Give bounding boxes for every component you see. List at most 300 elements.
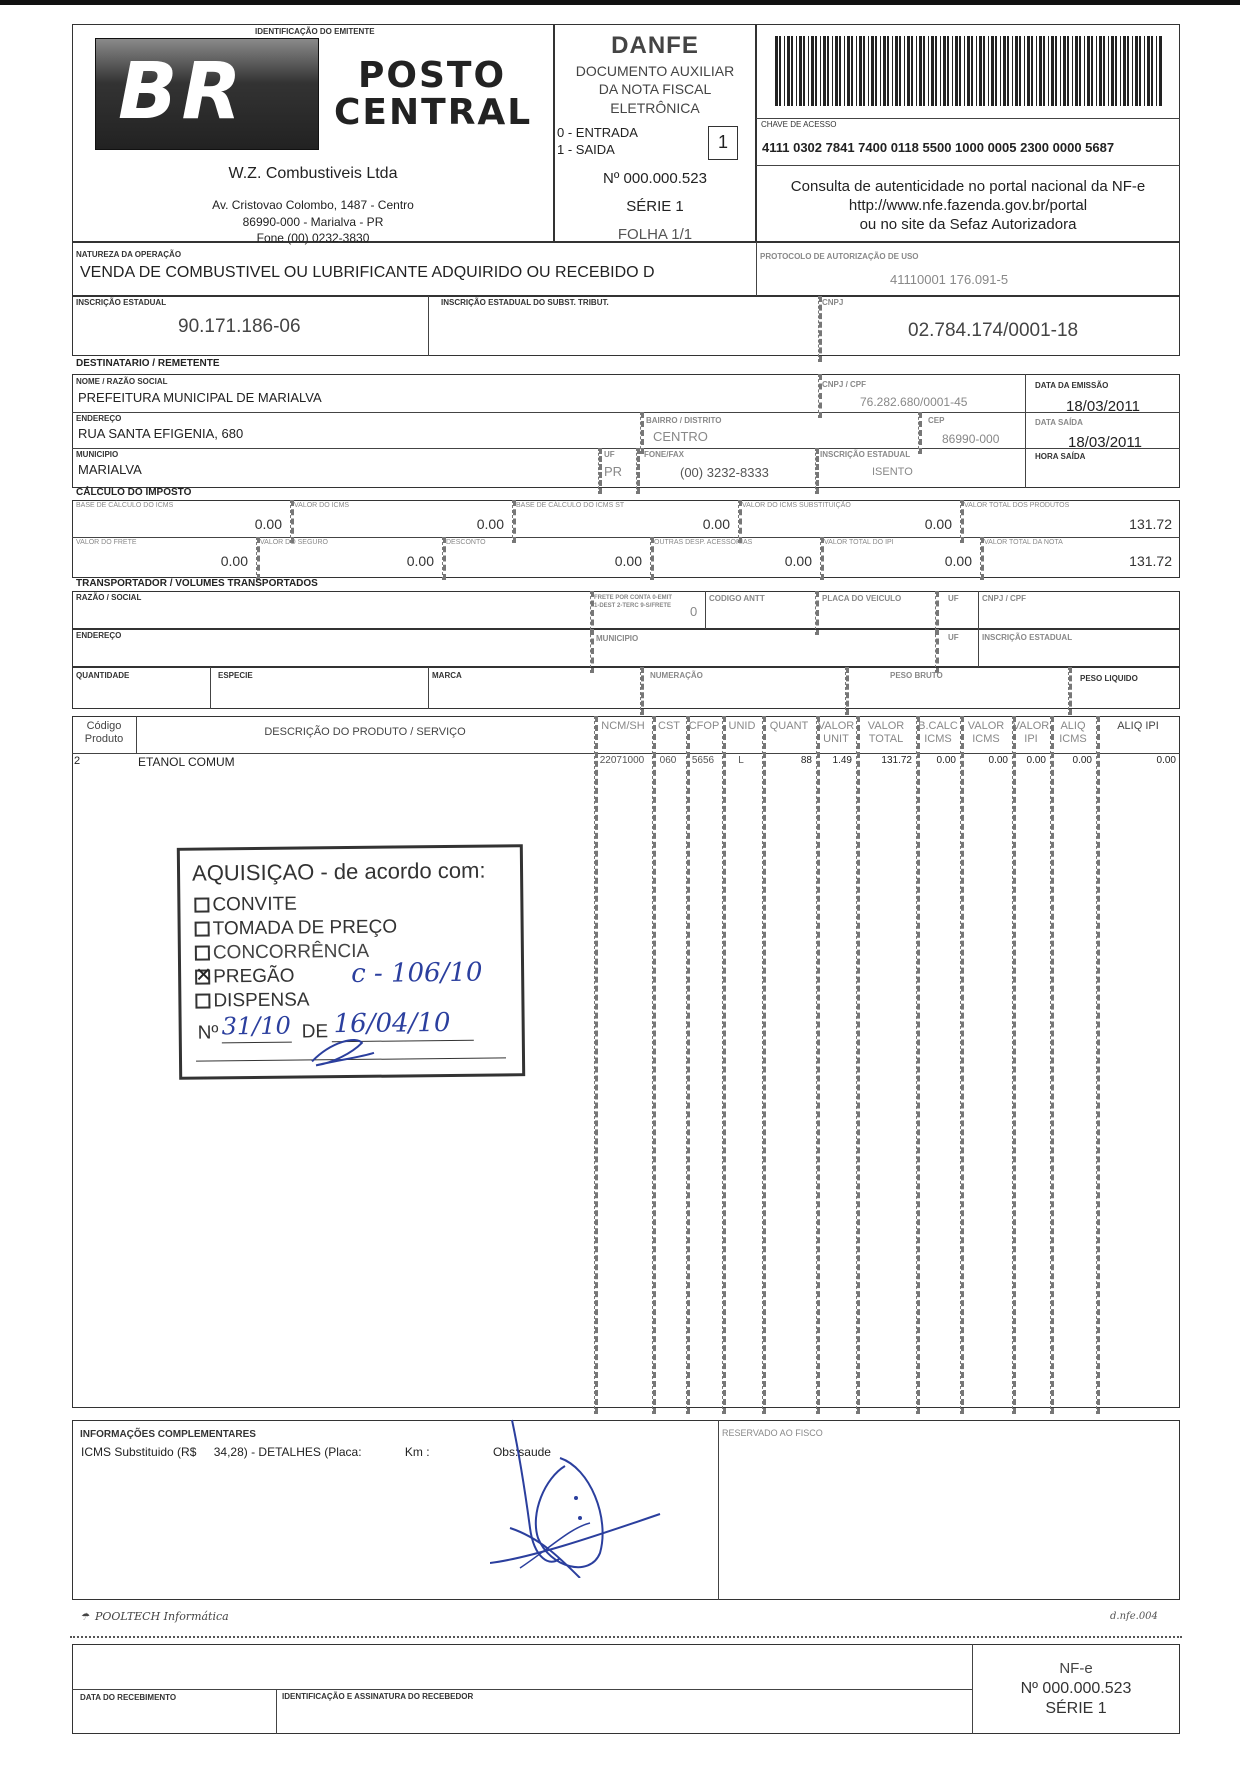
barcode-bar bbox=[1000, 36, 1001, 106]
dest-saida-label: DATA SAÍDA bbox=[1035, 418, 1083, 427]
dest-uf: PR bbox=[604, 464, 623, 479]
barcode-bar bbox=[827, 36, 829, 106]
transp-frete-value: 0 bbox=[690, 604, 698, 619]
checkbox-convite bbox=[194, 897, 209, 912]
dest-cep-label: CEP bbox=[928, 416, 945, 425]
software-icon: ☂ bbox=[80, 1612, 89, 1623]
info-text-d: Obs: bbox=[492, 1445, 519, 1459]
vol-v5 bbox=[1068, 667, 1072, 715]
barcode-bar bbox=[967, 36, 970, 106]
vol-especie-label: ESPECIE bbox=[218, 671, 253, 680]
produto-cell-vunit: 1.49 bbox=[832, 755, 852, 766]
vol-v2 bbox=[428, 667, 429, 709]
dest-cep: 86990-000 bbox=[942, 432, 1000, 446]
barcode-bar bbox=[875, 36, 877, 106]
barcode-bar bbox=[943, 36, 946, 106]
emitente-fone: Fone (00) 0232-3830 bbox=[256, 231, 370, 245]
consulta-line3: ou no site da Sefaz Autorizadora bbox=[859, 216, 1077, 233]
recebimento-label: DATA DO RECEBIMENTO bbox=[80, 1693, 177, 1702]
produto-cell-cfop: 5656 bbox=[691, 755, 715, 766]
barcode-bar bbox=[1063, 36, 1066, 106]
danfe-line1: DOCUMENTO AUXILIAR bbox=[575, 63, 735, 79]
produtos-header: B.CALC ICMS bbox=[918, 720, 958, 745]
vol-numeracao-label: NUMERAÇÃO bbox=[650, 671, 703, 680]
dest-fone: (00) 3232-8333 bbox=[680, 465, 769, 480]
imposto-label: VALOR DO ICMS bbox=[294, 502, 350, 509]
barcode-bar bbox=[1043, 36, 1045, 106]
natureza-divider bbox=[756, 242, 757, 296]
produtos-header: ALIQ ICMS bbox=[1059, 720, 1087, 745]
dest-cnpj-label: CNPJ / CPF bbox=[822, 380, 867, 389]
barcode-bar bbox=[1091, 36, 1093, 106]
barcode-bar bbox=[868, 36, 869, 106]
barcode-bar bbox=[1048, 36, 1049, 106]
transp-municipio-label: MUNICIPIO bbox=[596, 634, 639, 643]
natureza-value: VENDA DE COMBUSTIVEL OU LUBRIFICANTE ADQUIRIDO OU RECEBIDO D bbox=[80, 264, 655, 281]
barcode-bar bbox=[796, 36, 797, 106]
produtos-col-divider bbox=[686, 716, 690, 1414]
stamp-opt2-text: TOMADA DE PREÇO bbox=[212, 916, 398, 940]
dest-ie: ISENTO bbox=[872, 466, 913, 478]
stamp-opt3-text: CONCORRÊNCIA bbox=[212, 940, 370, 964]
produtos-col-divider bbox=[960, 716, 964, 1414]
danfe-saida: 1 - SAIDA bbox=[557, 142, 615, 157]
software-credit bbox=[80, 1610, 229, 1623]
dest-bairro-label: BAIRRO / DISTRITO bbox=[646, 416, 722, 425]
transp-placa-label: PLACA DO VEICULO bbox=[822, 594, 902, 603]
inscricao-divider-1 bbox=[428, 296, 429, 356]
info-text-b: 34,28) - DETALHES (Placa: bbox=[213, 1445, 362, 1459]
barcode-bar bbox=[895, 36, 898, 106]
stamp-initials-signature bbox=[302, 1031, 382, 1072]
barcode-bar bbox=[791, 36, 793, 106]
barcode-bar bbox=[907, 36, 910, 106]
produtos-header: NCM/SH bbox=[601, 720, 645, 732]
imposto-mid bbox=[72, 537, 1180, 538]
stamp-opt-pregao bbox=[195, 966, 295, 989]
checkbox-concorrencia bbox=[195, 945, 210, 960]
stamp-no-underline bbox=[222, 1042, 292, 1044]
barcode-bar bbox=[1079, 36, 1081, 106]
stamp-opt-concorrencia bbox=[195, 941, 369, 965]
stamp-no-value: 31/10 bbox=[221, 1011, 291, 1041]
produto-cell-vipi: 0.00 bbox=[1026, 755, 1046, 766]
barcode-bar bbox=[1099, 36, 1102, 106]
imposto-section: CÁLCULO DO IMPOSTO bbox=[76, 487, 192, 498]
dest-cnpj: 76.282.680/0001-45 bbox=[860, 395, 968, 409]
handwritten-signature bbox=[490, 1418, 670, 1578]
imposto-value: 0.00 bbox=[406, 553, 434, 569]
dest-nome-label: NOME / RAZÃO SOCIAL bbox=[76, 377, 168, 386]
transp-cnpj-label: CNPJ / CPF bbox=[982, 594, 1027, 603]
barcode-bar bbox=[1151, 36, 1153, 106]
barcode-bar bbox=[1003, 36, 1006, 106]
dest-nome: PREFEITURA MUNICIPAL DE MARIALVA bbox=[78, 390, 322, 405]
barcode-bar bbox=[859, 36, 862, 106]
barcode-bar bbox=[976, 36, 977, 106]
transp-uf2-label: UF bbox=[948, 633, 959, 642]
info-text-a: ICMS Substituido (R$ bbox=[81, 1445, 197, 1459]
danfe-numero: Nº 000.000.523 bbox=[603, 170, 707, 187]
barcode-bar bbox=[979, 36, 982, 106]
stamp-opt-convite bbox=[194, 894, 297, 917]
footer-nfe: NF-e bbox=[1059, 1660, 1093, 1677]
vol-v3 bbox=[640, 667, 644, 715]
barcode-bar bbox=[916, 36, 917, 106]
barcode-bar bbox=[803, 36, 805, 106]
chave-divider-2 bbox=[756, 165, 1180, 166]
checkbox-tomada bbox=[195, 921, 210, 936]
protocolo-value: 41110001 176.091-5 bbox=[890, 272, 1009, 287]
barcode-bar bbox=[995, 36, 997, 106]
barcode-bar bbox=[1007, 36, 1009, 106]
barcode-bar bbox=[988, 36, 989, 106]
produtos-col-divider bbox=[722, 716, 726, 1414]
barcode-bar bbox=[983, 36, 985, 106]
barcode-bar bbox=[952, 36, 953, 106]
emitente-nome: W.Z. Combustiveis Ltda bbox=[228, 165, 398, 182]
barcode-bar bbox=[1144, 36, 1145, 106]
imposto-value: 0.00 bbox=[924, 516, 952, 532]
barcode-bar bbox=[1103, 36, 1105, 106]
imposto-value: 0.00 bbox=[614, 553, 642, 569]
produtos-col-divider bbox=[1012, 716, 1016, 1414]
barcode-bar bbox=[923, 36, 925, 106]
stamp-opt4-text: PREGÃO bbox=[213, 965, 295, 988]
destinatario-section: DESTINATARIO / REMETENTE bbox=[76, 358, 220, 369]
barcode-bar bbox=[847, 36, 850, 106]
emitente-endereco: Av. Cristovao Colombo, 1487 - Centro bbox=[212, 198, 414, 212]
emitente-cidade: 86990-000 - Marialva - PR bbox=[242, 215, 384, 229]
barcode-bar bbox=[851, 36, 853, 106]
barcode-bar bbox=[1156, 36, 1157, 106]
barcode-bar bbox=[892, 36, 893, 106]
barcode-bar bbox=[820, 36, 821, 106]
imposto-label: VALOR TOTAL DOS PRODUTOS bbox=[964, 502, 1070, 509]
footer-serie: SÉRIE 1 bbox=[1045, 1700, 1107, 1717]
produto-cell-aliq_ipi: 0.00 bbox=[1156, 755, 1176, 766]
barcode-bar bbox=[1019, 36, 1021, 106]
danfe-line2: DA NOTA FISCAL bbox=[598, 81, 712, 97]
barcode-bar bbox=[1055, 36, 1057, 106]
produtos-header: ALIQ IPI bbox=[1117, 720, 1159, 732]
barcode-bar bbox=[880, 36, 881, 106]
barcode-bar bbox=[779, 36, 781, 106]
barcode-bar bbox=[955, 36, 958, 106]
barcode-bar bbox=[911, 36, 913, 106]
transp-ie-label: INSCRIÇÃO ESTADUAL bbox=[982, 633, 1073, 642]
barcode-bar bbox=[1120, 36, 1121, 106]
stamp-title: AQUISIÇAO - de acordo com: bbox=[191, 857, 486, 886]
software-text: POOLTECH Informática bbox=[94, 1610, 229, 1623]
chave-label: CHAVE DE ACESSO bbox=[761, 120, 837, 129]
dest-v5 bbox=[598, 448, 602, 494]
barcode-bar bbox=[1084, 36, 1085, 106]
imposto-value: 131.72 bbox=[1129, 553, 1172, 569]
barcode-bar bbox=[1031, 36, 1033, 106]
imposto-value: 0.00 bbox=[702, 516, 730, 532]
checkbox-pregao-checked: ✕ bbox=[195, 964, 213, 987]
barcode-bar bbox=[1115, 36, 1117, 106]
barcode-bar bbox=[799, 36, 802, 106]
info-text bbox=[81, 1445, 551, 1459]
produto-cell-cst: 060 bbox=[659, 755, 677, 766]
reservado-label: RESERVADO AO FISCO bbox=[722, 1428, 823, 1438]
barcode-bar bbox=[971, 36, 973, 106]
barcode-bar bbox=[784, 36, 785, 106]
barcode-bar bbox=[835, 36, 838, 106]
barcode-bar bbox=[823, 36, 826, 106]
produto-cell-ncm: 22071000 bbox=[599, 755, 645, 766]
produtos-col-divider bbox=[856, 716, 860, 1414]
imposto-value: 0.00 bbox=[944, 553, 972, 569]
vol-peso-liq-label: PESO LIQUIDO bbox=[1080, 674, 1138, 683]
transp-v2 bbox=[705, 591, 706, 629]
ie-value: 90.171.186-06 bbox=[178, 316, 301, 337]
vol-v4 bbox=[845, 667, 849, 715]
dest-h1 bbox=[72, 412, 1180, 413]
barcode-bar bbox=[1139, 36, 1141, 106]
br-logo-text: BR bbox=[118, 47, 246, 137]
barcode-bar bbox=[1027, 36, 1030, 106]
imposto-value: 0.00 bbox=[476, 516, 504, 532]
stamp-pregao-num: c - 106/10 bbox=[350, 957, 483, 989]
stamp-opt-dispensa bbox=[195, 989, 309, 1012]
barcode-bar bbox=[844, 36, 845, 106]
br-logo bbox=[95, 38, 319, 150]
dest-saida: 18/03/2011 bbox=[1068, 434, 1142, 451]
produtos-header: DESCRIÇÃO DO PRODUTO / SERVIÇO bbox=[264, 726, 466, 738]
barcode-bar bbox=[1135, 36, 1138, 106]
barcode-bar bbox=[1123, 36, 1126, 106]
chave-value: 4111 0302 7841 7400 0118 5500 1000 0005 2300 0000 5687 bbox=[762, 140, 1115, 155]
barcode-bar bbox=[1072, 36, 1073, 106]
receb-mid bbox=[72, 1689, 972, 1690]
transportador-section: TRANSPORTADOR / VOLUMES TRANSPORTADOS bbox=[76, 578, 318, 589]
imposto-value: 0.00 bbox=[784, 553, 812, 569]
produto-cell-bcalc: 0.00 bbox=[936, 755, 956, 766]
produtos-header: Código Produto bbox=[84, 720, 124, 745]
imposto-label: DESCONTO bbox=[446, 539, 486, 546]
barcode-bar bbox=[1159, 36, 1162, 106]
barcode-bar bbox=[811, 36, 814, 106]
produtos-header: VALOR TOTAL bbox=[867, 720, 905, 745]
produto-cell-vtotal: 131.72 bbox=[881, 755, 912, 766]
barcode-bar bbox=[1039, 36, 1042, 106]
imposto-label: VALOR TOTAL DA NOTA bbox=[984, 539, 1063, 546]
transp-v5 bbox=[978, 591, 979, 629]
produtos-col-divider bbox=[1096, 716, 1100, 1414]
dest-v7 bbox=[815, 448, 819, 494]
barcode-bar bbox=[940, 36, 941, 106]
produto-cell-codigo: 2 bbox=[74, 755, 81, 767]
natureza-label: NATUREZA DA OPERAÇÃO bbox=[76, 250, 182, 259]
barcode-bar bbox=[1060, 36, 1061, 106]
produto-cell-aliq_icms: 0.00 bbox=[1072, 755, 1092, 766]
barcode-bar bbox=[1108, 36, 1109, 106]
imposto-value: 0.00 bbox=[254, 516, 282, 532]
barcode-bar bbox=[1127, 36, 1129, 106]
dest-v1 bbox=[1025, 374, 1026, 488]
barcode-bar bbox=[919, 36, 922, 106]
barcode-bar bbox=[931, 36, 934, 106]
info-text-c: Km : bbox=[404, 1445, 430, 1459]
dest-h2 bbox=[72, 448, 1180, 449]
danfe-serie: SÉRIE 1 bbox=[626, 198, 684, 215]
dest-municipio: MARIALVA bbox=[78, 462, 142, 477]
dest-emissao: 18/03/2011 bbox=[1066, 398, 1140, 415]
barcode-bar bbox=[991, 36, 994, 106]
produtos-col-divider bbox=[594, 716, 598, 1414]
imposto-label: OUTRAS DESP. ACESSÓRIAS bbox=[654, 539, 753, 546]
logo-posto: POSTO bbox=[358, 55, 507, 96]
barcode-bar bbox=[775, 36, 778, 106]
barcode-bar bbox=[787, 36, 790, 106]
info-divider bbox=[718, 1420, 719, 1600]
barcode-bar bbox=[928, 36, 929, 106]
danfe-folha: FOLHA 1/1 bbox=[617, 226, 693, 243]
imposto-label: BASE DE CÁLCULO DO ICMS ST bbox=[516, 502, 625, 509]
barcode-bar bbox=[1015, 36, 1018, 106]
produtos-header: VALOR IPI bbox=[1012, 720, 1050, 745]
barcode-bar bbox=[1087, 36, 1090, 106]
transp-razao-label: RAZÃO / SOCIAL bbox=[76, 593, 142, 602]
produtos-header: CFOP bbox=[688, 720, 720, 732]
transp-endereco-label: ENDEREÇO bbox=[76, 631, 122, 640]
produtos-col-divider bbox=[916, 716, 920, 1414]
imposto-label: BASE DE CÁLCULO DO ICMS bbox=[76, 502, 174, 509]
stamp-opt-tomada bbox=[195, 917, 398, 941]
produtos-col-divider bbox=[652, 716, 656, 1414]
danfe-entrada: 0 - ENTRADA bbox=[557, 125, 638, 140]
produto-cell-unid: L bbox=[738, 755, 744, 766]
stamp-opt1-text: CONVITE bbox=[212, 893, 297, 916]
imposto-label: VALOR DO FRETE bbox=[76, 539, 137, 546]
dest-endereco: RUA SANTA EFIGENIA, 680 bbox=[78, 426, 244, 441]
barcode-bar bbox=[832, 36, 833, 106]
dest-endereco-label: ENDEREÇO bbox=[76, 414, 122, 423]
barcode-bar bbox=[1067, 36, 1069, 106]
imposto-label: VALOR TOTAL DO IPI bbox=[824, 539, 894, 546]
receb-v1 bbox=[276, 1689, 277, 1734]
info-text-e: saude bbox=[518, 1445, 551, 1459]
produtos-header: QUANT bbox=[769, 720, 809, 732]
imposto-value: 0.00 bbox=[220, 553, 248, 569]
info-label: INFORMAÇÕES COMPLEMENTARES bbox=[80, 1429, 256, 1440]
stamp-no-label: Nº bbox=[197, 1022, 219, 1044]
stamp-de-value: 16/04/10 bbox=[333, 1007, 451, 1040]
barcode-bar bbox=[863, 36, 865, 106]
dest-emissao-label: DATA DA EMISSÃO bbox=[1035, 381, 1109, 390]
barcode-bar bbox=[1051, 36, 1054, 106]
cut-line bbox=[70, 1636, 1182, 1638]
barcode-bar bbox=[839, 36, 841, 106]
imposto-label: VALOR DO ICMS SUBSTITUIÇÃO bbox=[742, 502, 851, 509]
barcode-bar bbox=[1012, 36, 1013, 106]
danfe-tipo-box: 1 bbox=[708, 126, 738, 160]
vol-qtd-label: QUANTIDADE bbox=[76, 671, 130, 680]
barcode-bar bbox=[871, 36, 874, 106]
produtos-col-divider bbox=[1050, 716, 1054, 1414]
barcode-bar bbox=[1111, 36, 1114, 106]
produtos-header: VALOR UNIT bbox=[817, 720, 855, 745]
barcode-bar bbox=[883, 36, 886, 106]
logo-central: CENTRAL bbox=[334, 92, 533, 133]
produtos-header: VALOR ICMS bbox=[967, 720, 1005, 745]
barcode-bar bbox=[964, 36, 965, 106]
emitente-section-label: IDENTIFICAÇÃO DO EMITENTE bbox=[255, 27, 375, 36]
barcode-bar bbox=[959, 36, 961, 106]
form-code: d.nfe.004 bbox=[1110, 1611, 1158, 1622]
assinatura-label: IDENTIFICAÇÃO E ASSINATURA DO RECEBEDOR bbox=[282, 1692, 474, 1701]
vol-marca-label: MARCA bbox=[432, 671, 462, 680]
barcode-bar bbox=[1096, 36, 1097, 106]
transp-frete-label: FRETE POR CONTA 0-EMIT 1-DEST 2-TERC 9-S/FRETE bbox=[594, 595, 672, 609]
cnpj-emit-label: CNPJ bbox=[822, 298, 844, 307]
transp-uf-label: UF bbox=[948, 594, 959, 603]
barcode-bar bbox=[1132, 36, 1133, 106]
dest-v4 bbox=[918, 412, 922, 454]
transp-antt-label: CODIGO ANTT bbox=[709, 594, 765, 603]
dest-fone-label: FONE/FAX bbox=[644, 450, 685, 459]
produtos-col-divider bbox=[762, 716, 766, 1414]
dest-ie-label: INSCRIÇÃO ESTADUAL bbox=[820, 450, 911, 459]
barcode-bar bbox=[947, 36, 949, 106]
chave-divider-1 bbox=[756, 118, 1180, 119]
produtos-col-divider bbox=[816, 716, 820, 1414]
produtos-header: UNID bbox=[728, 720, 756, 732]
barcode-bar bbox=[1024, 36, 1025, 106]
protocolo-label: PROTOCOLO DE AUTORIZAÇÃO DE USO bbox=[760, 252, 919, 261]
barcode-bar bbox=[1075, 36, 1078, 106]
aquisicao-stamp bbox=[177, 844, 525, 1080]
dest-v6 bbox=[636, 448, 640, 494]
barcode-bar bbox=[1036, 36, 1037, 106]
checkbox-dispensa bbox=[195, 993, 210, 1008]
transp-v8 bbox=[978, 629, 979, 667]
barcode-bar bbox=[815, 36, 817, 106]
stamp-de-label: DE bbox=[301, 1021, 329, 1043]
stamp-opt5-text: DISPENSA bbox=[213, 989, 310, 1012]
barcode-bar bbox=[899, 36, 901, 106]
consulta-line1: Consulta de autenticidade no portal nacional da NF-e bbox=[790, 178, 1146, 195]
barcode-bar bbox=[1147, 36, 1150, 106]
footer-numero: Nº 000.000.523 bbox=[1020, 1680, 1132, 1697]
barcode-image bbox=[775, 36, 1165, 106]
produto-cell-vicms: 0.00 bbox=[988, 755, 1008, 766]
barcode-bar bbox=[808, 36, 809, 106]
dest-hora-label: HORA SAÍDA bbox=[1035, 452, 1086, 461]
dest-municipio-label: MUNICIPIO bbox=[76, 450, 119, 459]
barcode-bar bbox=[856, 36, 857, 106]
ie-st-label: INSCRIÇÃO ESTADUAL DO SUBST. TRIBUT. bbox=[441, 298, 609, 307]
ie-label: INSCRIÇÃO ESTADUAL bbox=[76, 298, 167, 307]
barcode-bar bbox=[887, 36, 889, 106]
produto-cell-descricao: ETANOL COMUM bbox=[138, 755, 235, 769]
dest-uf-label: UF bbox=[604, 450, 615, 459]
produtos-header: CST bbox=[658, 720, 680, 732]
danfe-title: DANFE bbox=[611, 32, 699, 59]
imposto-value: 131.72 bbox=[1129, 516, 1172, 532]
cnpj-emit-value: 02.784.174/0001-18 bbox=[908, 320, 1079, 341]
produto-cell-quant: 88 bbox=[800, 755, 812, 766]
barcode-bar bbox=[904, 36, 905, 106]
barcode-bar bbox=[935, 36, 937, 106]
consulta-line2: http://www.nfe.fazenda.gov.br/portal bbox=[848, 197, 1088, 214]
dest-v3 bbox=[640, 412, 644, 454]
scan-edge bbox=[0, 0, 1240, 5]
vol-v1 bbox=[210, 667, 211, 709]
